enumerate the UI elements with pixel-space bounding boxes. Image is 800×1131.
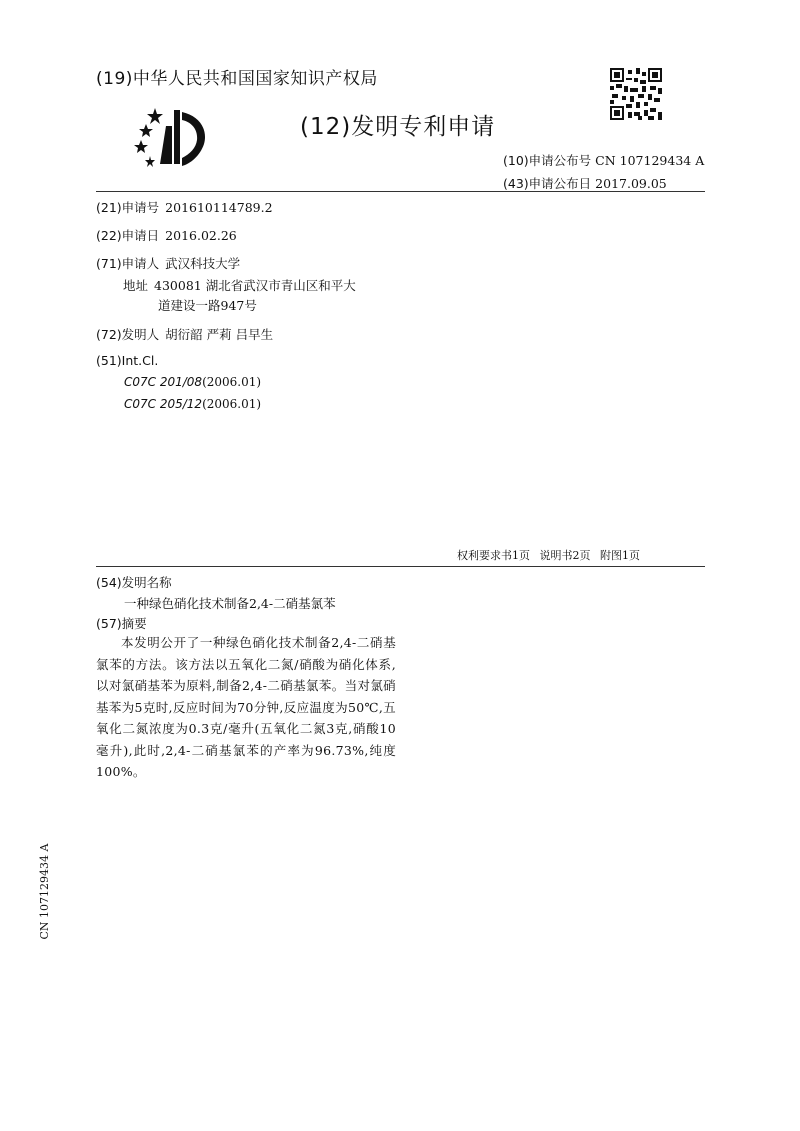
logo-star [134,140,148,153]
abstract-label [96,614,147,632]
application-date-label: (22)申请日 [96,228,160,243]
applicant-value: 武汉科技大学 [165,256,241,271]
ipc-class-2 [124,397,261,411]
inventors [96,325,273,343]
sipo-logo [130,106,210,170]
logo-star [145,156,155,167]
ipc [96,353,158,368]
ipc-class-1-version: (2006.01) [202,375,262,389]
application-date [96,226,237,244]
ipc-class-2-code: C07C 205/12 [124,397,203,411]
address-line-2: 道建设一路947号 [158,298,257,313]
title-label [96,573,172,591]
application-number [96,198,273,216]
logo-emblem [174,110,180,164]
inventors-value: 胡衍韶 严莉 吕早生 [165,327,274,342]
invention-title [124,594,336,612]
address [123,276,356,294]
address-label: 地址 [123,278,149,293]
applicant [96,254,240,272]
document-type: (12)发明专利申请 [300,114,496,140]
logo-emblem [160,126,172,164]
ipc-class-1-code: C07C 201/08 [124,375,203,389]
ipc-class-2-version: (2006.01) [202,397,262,411]
address-continued [158,296,257,314]
publication-number [503,151,704,169]
logo-emblem [182,112,205,166]
inventors-label: (72)发明人 [96,327,160,342]
publication-number-label: (10)申请公布号 [503,153,592,168]
abstract-text: 本发明公开了一种绿色硝化技术制备2,4-二硝基氯苯的方法。该方法以五氧化二氮/硝酸为硝化体系,以对氯硝基苯为原料,制备2,4-二硝基氯苯。当对氯硝基苯为5克时,反应时间为70分钟,反应温度为50℃,五氧化二氮浓度为0.3克/毫升(五氧化二氮3克,硝酸10毫升),此时,2,4-二硝基氯苯的产率为96.73%,纯度100%。 [96,635,396,779]
qr-code [610,68,662,120]
abstract-divider [96,566,705,567]
publication-number-value: CN 107129434 A [595,153,705,168]
logo-star [147,108,163,124]
page-count: 权利要求书1页 说明书2页 附图1页 [457,549,640,562]
invention-title-text: 一种绿色硝化技术制备2,4-二硝基氯苯 [124,596,336,611]
applicant-label: (71)申请人 [96,256,160,271]
ipc-label: (51)Int.Cl. [96,353,159,368]
header-divider [96,191,705,192]
office-name: (19)中华人民共和国国家知识产权局 [96,69,378,89]
publication-date [503,174,667,192]
address-line-1: 430081 湖北省武汉市青山区和平大 [154,278,356,293]
application-date-value: 2016.02.26 [165,228,237,243]
application-number-label: (21)申请号 [96,200,160,215]
application-number-value: 201610114789.2 [165,200,273,215]
side-publication-number: CN 107129434 A [38,843,52,940]
publication-date-label: (43)申请公布日 [503,176,592,191]
abstract-label-text: (57)摘要 [96,616,147,631]
ipc-class-1 [124,375,261,389]
publication-date-value: 2017.09.05 [595,176,667,191]
title-label-text: (54)发明名称 [96,575,172,590]
logo-star [139,124,153,137]
